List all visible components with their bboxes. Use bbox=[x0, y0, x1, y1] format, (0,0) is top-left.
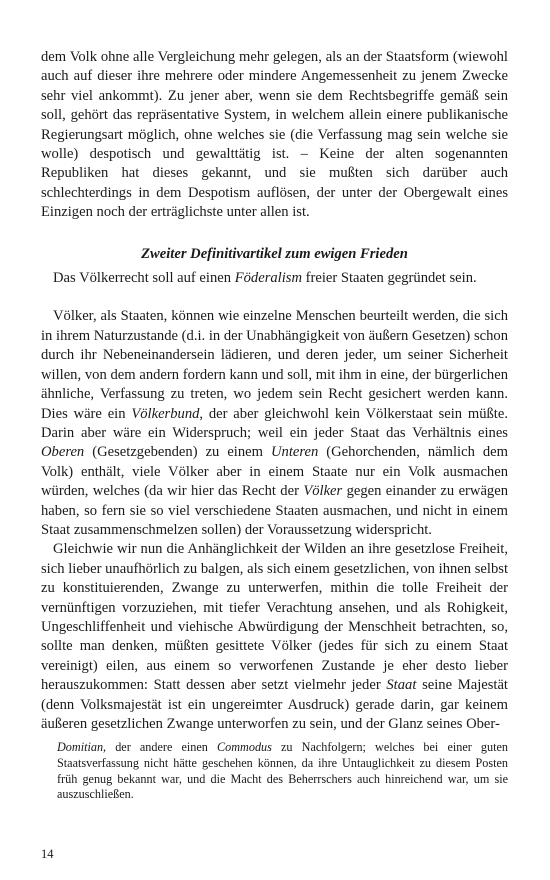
emphasis: Unteren bbox=[271, 444, 319, 461]
footnote bbox=[57, 740, 508, 802]
emphasis: Staat bbox=[386, 677, 417, 694]
text-run: (Gesetzgebenden) zu einem bbox=[84, 444, 271, 461]
page-number: 14 bbox=[41, 847, 54, 861]
text-run: , der aber gleichwohl kein Völkerstaat sein müßte. Darin aber wäre ein Widerspruch; weil ein jeder Staat das Verhältnis eines bbox=[41, 405, 508, 441]
page-body bbox=[41, 48, 508, 803]
paragraph-gleichwie bbox=[41, 540, 508, 734]
text-run: zu Nachfolgern; welches bei einer guten Staatsverfassung nicht hätte geschehen können, da ihre Untauglichkeit zu diesem Posten früh genug bekannt war, und die Macht des Beherrschers auch hinreichend war, um sie auszuschließen. bbox=[57, 740, 509, 802]
text-run: seine Majestät (denn Volksmajestät ist ein ungereimter Ausdruck) gerade darin, gar keinem äußeren gesetzlichen Zwange unterworfen zu sein, und der Glanz seines Ober- bbox=[41, 677, 508, 732]
thesis-emphasis: Föderalism bbox=[234, 270, 302, 287]
emphasis: Commodus bbox=[217, 740, 272, 755]
paragraph-continuation: dem Volk ohne alle Vergleichung mehr gelegen, als an der Staatsform (wiewohl auch auf dieser ihre mehrere oder mindere Angemessenheit zu jenem Zwecke sehr viel ankommt). Zu jener aber, wenn sie dem Rechtsbegriffe gemäß sein soll, gehört das repräsentative System, in welchem allein einere publikanische Regierungsart möglich, ohne welches sie (die Verfassung mag sein welche sie wolle) despotisch und gewalttätig ist. – Keine der alten sogenannten Republiken hat dieses gekannt, und sie mußten sich darüber auch schlechterdings in dem Despotism auflösen, der unter der Obergewalt eines Einzigen noch der erträglichste unter allen ist. bbox=[41, 49, 508, 221]
text-run: (Gehorchenden, nämlich dem Volk) enthält, viele Völker aber in einem Staate nur ein Volk ausmachen würden, welches (da wir hier das Recht der bbox=[41, 444, 508, 500]
text-run: Gleichwie wir nun die Anhänglichkeit der Wilden an ihre gesetzlose Freiheit, sich lieber unaufhörlich zu balgen, als sich einem gesetzlichen, von ihnen selbst zu konstituierenden, Zwange zu unterwerfen, mithin die tolle Freiheit der vernünftigen vorzuziehen, mit tiefer Verachtung ansehen, und als Rohigkeit, Ungeschliffenheit und viehische Abwürdigung der Menschheit betrachten, so, sollte man denken, müßten gesittete Völker (jedes für sich zu einem Staat vereinigt) eilen, aus einem so verworfenen Zustande je eher desto lieber herauszukommen: Statt dessen aber setzt vielmehr jeder bbox=[41, 541, 508, 694]
emphasis: Völker bbox=[303, 483, 343, 500]
text-run: Völker, als Staaten, können wie einzelne Menschen beurteilt werden, die sich in ihrem Naturzustande (d.i. in der Unabhängigkeit von äußern Gesetzen) schon durch ihr Nebeneinandersein lädieren, und deren jeder, um seiner Sicherheit willen, von dem andern fordern kann und soll, mit ihm in eine, der bürgerlichen ähnliche, Verfassung zu treten, wo jedem sein Recht gesichert werden kann. Dies wäre ein bbox=[41, 308, 508, 422]
article-thesis bbox=[53, 269, 508, 288]
thesis-text: Das Völkerrecht soll auf einen bbox=[53, 270, 235, 287]
text-run: gegen einander zu erwägen haben, so fern sie so viel verschiedene Staaten ausmachen, und nicht in einem Staat zusammenschmelzen sollen) der Voraussetzung widerspricht. bbox=[41, 483, 508, 538]
emphasis: Domitian, bbox=[57, 740, 107, 755]
emphasis: Völkerbund bbox=[131, 405, 200, 422]
text-run: der andere einen bbox=[106, 740, 218, 755]
paragraph-voelker bbox=[41, 307, 508, 540]
emphasis: Oberen bbox=[41, 444, 85, 461]
section-heading: Zweiter Definitivartikel zum ewigen Frieden bbox=[141, 245, 408, 262]
thesis-text-end: freier Staaten gegründet sein. bbox=[302, 270, 477, 287]
